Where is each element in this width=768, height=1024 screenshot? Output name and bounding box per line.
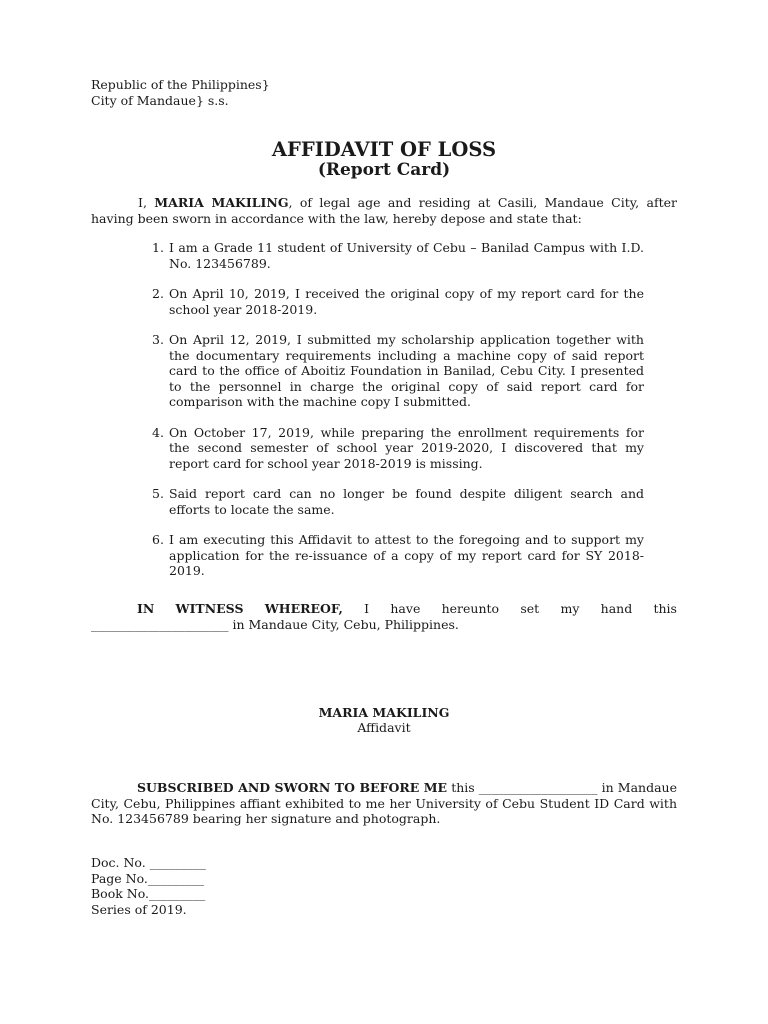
- document-subtitle: (Report Card): [317, 160, 451, 180]
- statement-item: [145, 240, 644, 271]
- witness-word: set: [520, 601, 540, 616]
- statement-item: [145, 532, 644, 579]
- jurat-this: this: [447, 780, 479, 795]
- statement-list: [145, 240, 644, 594]
- statement-number: 6.: [152, 532, 164, 547]
- witness-word: WHEREOF,: [264, 601, 343, 616]
- witness-word: I: [364, 601, 370, 616]
- document-title: AFFIDAVIT OF LOSS: [271, 138, 497, 161]
- venue-block: [91, 77, 270, 108]
- affiant-name: MARIA MAKILING: [154, 195, 289, 210]
- witness-line: [91, 617, 677, 633]
- jurat-text: in Mandaue City, Cebu, Philippines affiant exhibited to me her University of Cebu Student ID Card with No. 123456789 bearing her signature and photograph.: [91, 780, 677, 826]
- signatory-name: MARIA MAKILING: [318, 705, 450, 720]
- witness-word: my: [560, 601, 580, 616]
- witness-place: in Mandaue City, Cebu, Philippines.: [228, 616, 459, 632]
- book-number: Book No._________: [91, 886, 206, 901]
- statement-text: Said report card can no longer be found despite diligent search and efforts to locate the same.: [169, 486, 644, 517]
- venue-country: Republic of the Philippines}: [91, 77, 270, 92]
- witness-word: IN: [137, 601, 155, 616]
- jurat-paragraph: [91, 780, 677, 827]
- statement-text: I am a Grade 11 student of University of Cebu – Banilad Campus with I.D. No. 123456789.: [169, 240, 644, 271]
- page-number: Page No._________: [91, 870, 205, 886]
- statement-text: On April 12, 2019, I submitted my scholarship application together with the documentary requirements including a machine copy of said report card to the office of Aboitiz Foundation in Banilad, Cebu City. I presented to the personnel in charge the original copy of said report card for comparison with the machine copy I submitted.: [169, 332, 644, 409]
- witness-line: [91, 601, 677, 617]
- jurat-date-blank: ___________________: [478, 780, 598, 795]
- statement-text: On April 10, 2019, I received the original copy of my report card for the school year 2018-2019.: [169, 286, 644, 317]
- statement-item: [145, 425, 644, 472]
- statement-text: On October 17, 2019, while preparing the enrollment requirements for the second semester of school year 2019-2020, I discovered that my report card for school year 2018-2019 is missing.: [169, 424, 644, 471]
- series-year: Series of 2019.: [91, 901, 187, 917]
- statement-item: [145, 486, 644, 517]
- witness-word: WITNESS: [175, 601, 244, 616]
- venue-city: City of Mandaue} s.s.: [91, 92, 229, 108]
- jurat-heading: SUBSCRIBED AND SWORN TO BEFORE ME: [137, 780, 448, 795]
- statement-number: 3.: [152, 332, 164, 347]
- date-blank: ______________________: [91, 616, 229, 632]
- witness-clause: [91, 601, 677, 632]
- witness-word: this: [653, 601, 677, 616]
- statement-number: 2.: [152, 286, 164, 301]
- intro-rest: , of legal age and residing at Casili, Mandaue City, after having been sworn in accordance with the law, hereby depose and state that:: [91, 195, 677, 226]
- statement-number: 4.: [152, 424, 164, 440]
- statement-number: 1.: [152, 240, 164, 255]
- statement-number: 5.: [152, 486, 164, 501]
- statement-item: [145, 332, 644, 410]
- witness-word: hereunto: [441, 601, 500, 616]
- witness-word: hand: [600, 601, 633, 616]
- signatory-role: Affidavit: [357, 720, 411, 735]
- intro-lead: I,: [138, 195, 155, 210]
- statement-text: I am executing this Affidavit to attest to the foregoing and to support my application for the re-issuance of a copy of my report card for SY 2018-2019.: [169, 532, 644, 578]
- doc-number: Doc. No. _________: [91, 855, 206, 870]
- statement-item: [145, 286, 644, 317]
- witness-word: have: [390, 601, 421, 616]
- intro-paragraph: [91, 195, 677, 226]
- notarial-register: [91, 855, 206, 917]
